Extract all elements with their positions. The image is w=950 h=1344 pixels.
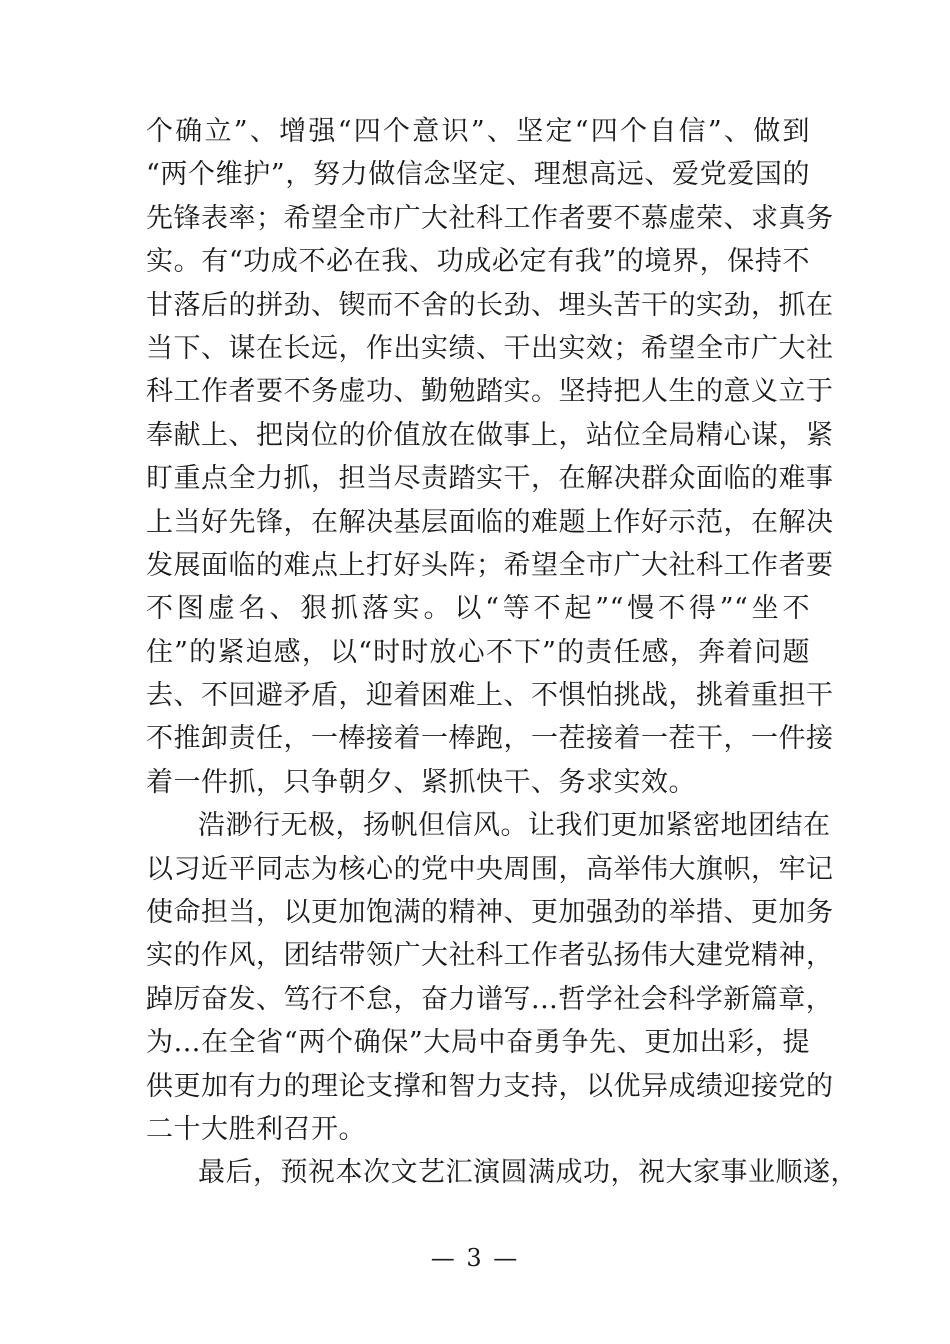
text-line: 实。有“功成不必在我、功成必定有我”的境界，保持不 xyxy=(146,246,810,278)
text-line: 最后，预祝本次文艺汇演圆满成功，祝大家事业顺遂， xyxy=(198,1157,858,1189)
text-line: 个确立”、增强“四个意识”、坚定“四个自信”、做到 xyxy=(146,116,810,147)
text-line: 为...在全省“两个确保”大局中奋勇争先、更加出彩，提 xyxy=(146,1027,810,1059)
page-number: — 3 — xyxy=(430,1244,520,1272)
text-line: 去、不回避矛盾，迎着困难上、不惧怕挑战，挑着重担干 xyxy=(146,680,834,712)
document-body xyxy=(146,110,858,1195)
text-line: 上当好先锋，在解决基层面临的难题上作好示范，在解决 xyxy=(146,506,834,538)
text-line: 供更加有力的理论支撑和智力支持，以优异成绩迎接党的 xyxy=(146,1070,834,1102)
paragraph xyxy=(146,110,834,804)
text-line: 不图虚名、狠抓落实。以“等不起”“慢不得”“坐不 xyxy=(146,593,810,625)
text-line: 以习近平同志为核心的党中央周围，高举伟大旗帜，牢记 xyxy=(146,853,834,885)
text-line: 着一件抓，只争朝夕、紧抓快干、务求实效。 xyxy=(146,766,696,798)
text-line: 不推卸责任，一棒接着一棒跑，一茬接着一茬干，一件接 xyxy=(146,723,834,755)
text-line: 踔厉奋发、笃行不怠，奋力谱写...哲学社会科学新篇章， xyxy=(146,983,834,1015)
text-line: 住”的紧迫感，以“时时放心不下”的责任感，奔着问题 xyxy=(146,636,810,668)
text-line: 二十大胜利召开。 xyxy=(146,1113,366,1145)
text-line: 浩渺行无极，扬帆但信风。让我们更加紧密地团结在 xyxy=(198,810,831,842)
text-line: “两个维护”，努力做信念坚定、理想高远、爱党爱国的 xyxy=(146,159,810,191)
text-line: 先锋表率；希望全市广大社科工作者要不慕虚荣、求真务 xyxy=(146,202,834,234)
text-line: 盯重点全力抓，担当尽责踏实干，在解决群众面临的难事 xyxy=(146,463,834,495)
text-line: 科工作者要不务虚功、勤勉踏实。坚持把人生的意义立于 xyxy=(146,376,834,408)
text-line: 奉献上、把岗位的价值放在做事上，站位全局精心谋，紧 xyxy=(146,419,834,451)
text-line: 甘落后的拼劲、锲而不舍的长劲、埋头苦干的实劲，抓在 xyxy=(146,289,834,321)
text-line: 实的作风，团结带领广大社科工作者弘扬伟大建党精神， xyxy=(146,940,834,972)
paragraph xyxy=(146,1151,858,1194)
paragraph xyxy=(146,804,834,1151)
text-line: 当下、谋在长远，作出实绩、干出实效；希望全市广大社 xyxy=(146,332,834,364)
text-line: 发展面临的难点上打好头阵；希望全市广大社科工作者要 xyxy=(146,549,834,581)
text-line: 使命担当，以更加饱满的精神、更加强劲的举措、更加务 xyxy=(146,897,834,929)
